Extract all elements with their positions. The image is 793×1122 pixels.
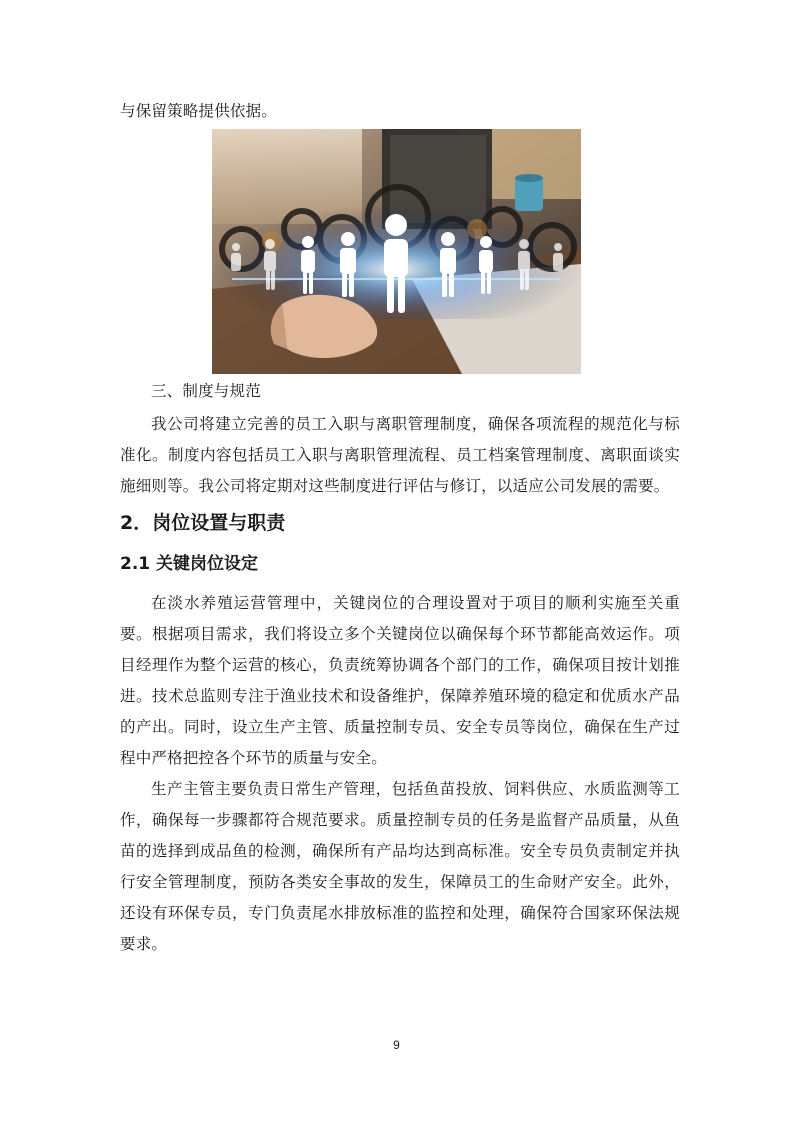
section-three-title: 三、制度与规范 (151, 382, 261, 400)
lead-line: 与保留策略提供依据。 (120, 102, 278, 120)
page-number: 9 (393, 1038, 400, 1052)
heading-2-1: 2.1 关键岗位设定 (120, 554, 259, 574)
paragraph-1: 在淡水养殖运营管理中，关键岗位的合理设置对于项目的顺利实施至关重要。根据项目需求，我们将设立多个关键岗位以确保每个环节都能高效运作。项目经理作为整个运营的核心，负责统筹协调各个部门的工作，确保项目按计划推进。技术总监则专注于渔业技术和设备维护，保障养殖环境的稳定和优质水产品的产出。同时，设立生产主管、质量控制专员、安全专员等岗位，确保在生产过程中严格把控各个环节的质量与安全。 (120, 594, 680, 767)
hr-illustration-photo (212, 129, 581, 374)
section-three-body: 我公司将建立完善的员工入职与离职管理制度，确保各项流程的规范化与标准化。制度内容包括员工入职与离职管理流程、员工档案管理制度、离职面谈实施细则等。我公司将定期对这些制度进行评估与修订，以适应公司发展的需要。 (120, 415, 680, 495)
heading-2: 2．岗位设置与职责 (120, 512, 286, 534)
paragraph-2: 生产主管主要负责日常生产管理，包括鱼苗投放、饲料供应、水质监测等工作，确保每一步骤都符合规范要求。质量控制专员的任务是监督产品质量，从鱼苗的选择到成品鱼的检测，确保所有产品均达到高标准。安全专员负责制定并执行安全管理制度，预防各类安全事故的发生，保障员工的生命财产安全。此外，还设有环保专员，专门负责尾水排放标准的监控和处理，确保符合国家环保法规要求。 (120, 780, 680, 953)
